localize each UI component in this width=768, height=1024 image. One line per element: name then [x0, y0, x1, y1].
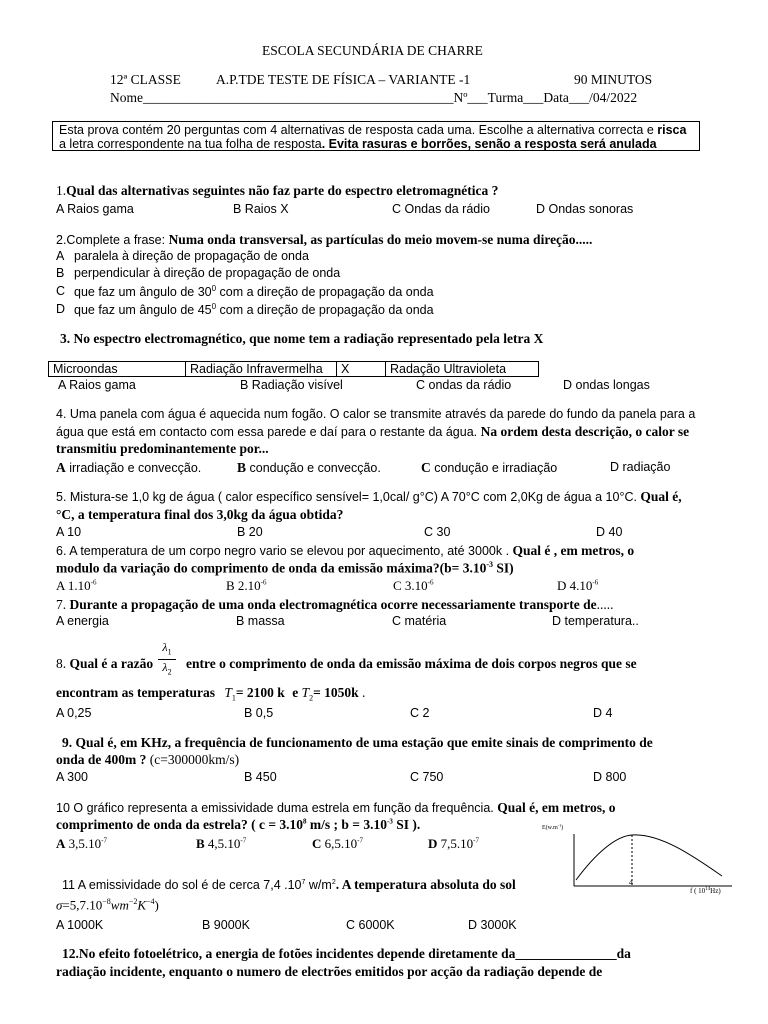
spectrum-cell-infrared: Radiação Infravermelha	[186, 362, 337, 377]
q4-line-2: água que está em contacto com essa parede e daí para o restante da água. Na ordem desta descrição, o calor se	[56, 424, 690, 439]
q5-option-c[interactable]: C 30	[424, 525, 451, 539]
q7-option-c[interactable]: C matéria	[392, 614, 447, 628]
q3-option-a[interactable]: A Raios gama	[58, 378, 136, 392]
q9-option-b[interactable]: B 450	[244, 770, 277, 784]
q9-line-1: 9. Qual é, em KHz, a frequência de funcionamento de uma estação que emite sinais de comprimento de	[62, 735, 653, 750]
q10-option-a[interactable]: A $3,5.10^{-7}$	[56, 836, 107, 851]
q1-number: 1.	[56, 183, 67, 198]
q11-option-b[interactable]: B 9000K	[202, 918, 250, 932]
q3-option-b[interactable]: B Radiação visível	[240, 378, 343, 392]
q4-option-d[interactable]: D radiação	[610, 460, 671, 474]
instructions-text-2: a letra correspondente na tua folha de resposta	[59, 137, 322, 151]
q6-line-2: modulo da variação do comprimento de onda da emissão máxima?(b= $3.10^{-3}$ SI)	[56, 560, 514, 576]
school-name: ESCOLA SECUNDÁRIA DE CHARRE	[262, 43, 483, 58]
emissivity-graph	[536, 818, 748, 900]
q11-sigma-formula: $\sigma=5,7.10^{-8}wm^{-2}K^{-4}$)	[56, 897, 159, 913]
q8-line-1-start: 8. Qual é a razão	[56, 656, 154, 671]
q11-option-a[interactable]: A 1000K	[56, 918, 104, 932]
graph-x-tick: 4	[629, 878, 633, 887]
instructions-box	[52, 121, 700, 151]
q4-question: Na ordem desta descrição, o calor se	[480, 424, 690, 439]
class-label: 12ª CLASSE	[110, 72, 181, 87]
instructions-text: Esta prova contém 20 perguntas com 4 alternativas de resposta cada uma. Escolhe a alternativa correcta e	[59, 123, 658, 137]
q11-graph-overlap	[536, 878, 548, 892]
q2-letter-c: C	[56, 284, 66, 298]
q4-option-b[interactable]: B condução e convecção.	[237, 460, 381, 475]
q7-option-b[interactable]: B massa	[236, 614, 285, 628]
q11-option-d[interactable]: D 3000K	[468, 918, 517, 932]
q8-option-c[interactable]: C 2	[410, 706, 430, 720]
q9-option-d[interactable]: D 800	[593, 770, 627, 784]
q2-intro: 2.Complete a frase:	[56, 233, 169, 247]
test-title: A.P.TDE TESTE DE FÍSICA – VARIANTE -1	[216, 72, 471, 87]
q8-option-b[interactable]: B 0,5	[244, 706, 274, 720]
q11-line-1: 11 A emissividade do sol é de cerca 7,4 $.10^7$ $w/m^2$. A temperatura absoluta do sol	[62, 877, 516, 892]
duration: 90 MINUTOS	[574, 72, 653, 87]
q2-text-c: que faz um ângulo de $30^0$ com a direção de propagação da onda	[74, 284, 434, 300]
q10-line-1: 10 O gráfico representa a emissividade duma estrela em função da frequência. Qual é, em metros, o	[56, 800, 616, 815]
q2-option-d[interactable]	[56, 302, 434, 318]
q1-option-b[interactable]: B Raios X	[233, 202, 289, 216]
q2-letter-a: A	[56, 249, 65, 263]
q9-option-a[interactable]: A 300	[56, 770, 88, 784]
q8-line-2: encontram as temperaturas $T_1= 2100$ k e $T_2= 1050k$ .	[56, 685, 366, 703]
q2-option-c[interactable]	[56, 284, 434, 300]
q10-option-d[interactable]: D $7,5.10^{-7}$	[428, 836, 479, 851]
q10-line-2: comprimento de onda da estrela? ( $c = 3.10^8$ m/s ; $b = 3.10^{-3}$ SI ).	[56, 817, 421, 832]
q4-line-1: 4. Uma panela com água é aquecida num fogão. O calor se transmite através da parede do fundo da panela para a	[56, 407, 696, 421]
q2-text-a: paralela à direção de propagação de onda	[74, 249, 309, 263]
q3-option-d[interactable]: D ondas longas	[563, 378, 650, 392]
q3-option-c[interactable]: C ondas da rádio	[416, 378, 512, 392]
q2-letter-b: B	[56, 266, 65, 280]
q2-text: Numa onda transversal, as partículas do meio movem-se numa direção.....	[168, 232, 593, 247]
q2-text-b: perpendicular à direção de propagação de onda	[74, 266, 341, 280]
q5-option-b[interactable]: B 20	[237, 525, 263, 539]
q6-option-d[interactable]: D $4.10^{-6}$	[557, 578, 599, 593]
q4-option-c[interactable]: C condução e irradiação	[421, 460, 558, 475]
name-line: Nome______________________________________________Nº___Turma___Data___/04/2022	[110, 90, 638, 105]
q6-option-c[interactable]: C $3.10^{-6}$	[393, 578, 434, 593]
q5-option-a[interactable]: A 10	[56, 525, 82, 539]
q2-text-d: que faz um ângulo de $45^0$ com a direção de propagação da onda	[74, 302, 434, 318]
q8-option-d[interactable]: D 4	[593, 706, 613, 720]
q5-line-2: °C, a temperatura final dos 3,0kg da água obtida?	[56, 507, 344, 522]
q7-option-a[interactable]: A energia	[56, 614, 109, 628]
q4-option-a[interactable]: A irradiação e convecção.	[56, 460, 202, 475]
q11-option-c[interactable]: C 6000K	[346, 918, 395, 932]
q5-line-1: 5. Mistura-se 1,0 kg de água ( calor específico sensível= 1,0cal/ g°C) A 70°C com 2,0Kg de água a 10°C. Qual é,	[56, 489, 682, 504]
question-1	[56, 183, 498, 199]
q8-line-1-end: entre o comprimento de onda da emissão máxima de dois corpos negros que se	[186, 656, 637, 671]
q6-option-b[interactable]: B $2.10^{-6}$	[226, 578, 267, 593]
q8-option-a[interactable]: A 0,25	[56, 706, 92, 720]
q1-text: Qual das alternativas seguintes não faz parte do espectro eletromagnética ?	[66, 183, 499, 198]
instructions-warning: . Evita rasuras e borrões, senão a resposta será anulada	[321, 137, 657, 151]
lambda-ratio-fraction: $\frac{\lambda_1}{\lambda_2}$	[158, 640, 176, 680]
q1-option-c[interactable]: C Ondas da rádio	[392, 202, 490, 216]
spectrum-cell-x: X	[337, 362, 386, 377]
q1-option-d[interactable]: D Ondas sonoras	[536, 202, 634, 216]
emission-curve	[576, 835, 722, 880]
q7-option-d[interactable]: D temperatura..	[552, 614, 639, 628]
question-2	[56, 232, 592, 248]
q2-letter-d: D	[56, 302, 66, 316]
q12-line-2: radiação incidente, enquanto o numero de electrões emitidos por acção da radiação depende de	[56, 964, 603, 979]
q9-option-c[interactable]: C 750	[410, 770, 444, 784]
q4-line-3: transmitiu predominantemente por...	[56, 441, 269, 456]
graph-y-label: $E(w.m^{-1})$	[542, 823, 564, 831]
q5-option-d[interactable]: D 40	[596, 525, 623, 539]
question-7: 7. Durante a propagação de uma onda electromagnética ocorre necessariamente transporte de.....	[56, 597, 614, 612]
question-3: 3. No espectro electromagnético, que nome tem a radiação representado pela letra X	[60, 331, 544, 346]
q9-line-2: onda de 400m ? (c=300000km/s)	[56, 752, 240, 767]
q2-option-a[interactable]	[56, 249, 309, 263]
q10-option-c[interactable]: C $6,5.10^{-7}$	[312, 836, 363, 851]
instructions-risca: risca	[657, 123, 687, 137]
q12-line-1: 12.No efeito fotoelétrico, a energia de fotões incidentes depende diretamente da_______________da	[62, 946, 631, 961]
q6-line-1: 6. A temperatura de um corpo negro vario se elevou por aquecimento, até 3000k . Qual é , em metros, o	[56, 543, 635, 558]
spectrum-table	[48, 361, 539, 377]
spectrum-cell-microwaves: Microondas	[49, 362, 186, 377]
q1-option-a[interactable]: A Raios gama	[56, 202, 134, 216]
q2-option-b[interactable]	[56, 266, 341, 280]
spectrum-cell-ultraviolet: Radação Ultravioleta	[386, 362, 539, 377]
q10-option-b[interactable]: B $4,5.10^{-7}$	[196, 836, 247, 851]
q6-option-a[interactable]: A $1.10^{-6}$	[56, 578, 97, 593]
graph-x-label: f ( $10^{14}Hz$)	[690, 887, 721, 895]
